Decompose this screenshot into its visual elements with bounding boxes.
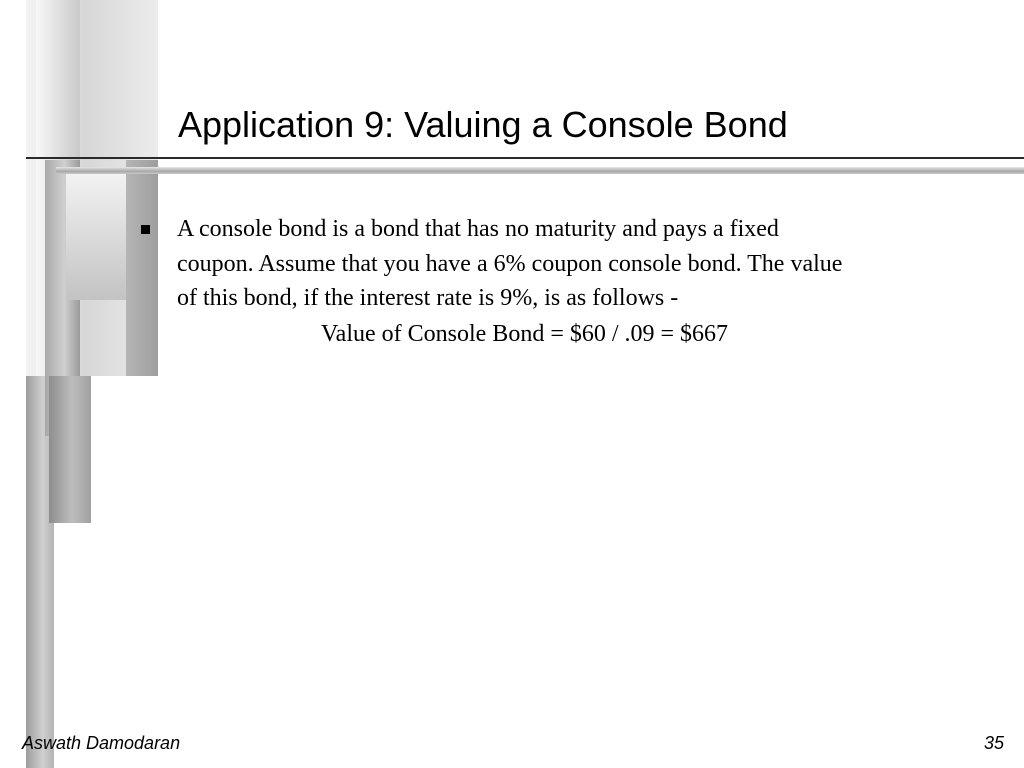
- bullet-line: A console bond is a bond that has no maturity and pays a fixed: [177, 216, 779, 242]
- bullet-line: coupon. Assume that you have a 6% coupon console bond. The value: [177, 250, 843, 277]
- decorative-bar: [49, 376, 91, 523]
- footer-author: Aswath Damodaran: [22, 733, 181, 753]
- decorative-bar: [126, 160, 158, 376]
- square-bullet-icon: [141, 225, 150, 234]
- decorative-bar: [66, 172, 126, 300]
- page-number: 35: [983, 733, 1004, 753]
- title-divider: [26, 157, 1024, 159]
- formula: Value of Console Bond = $60 / .09 = $667: [321, 321, 729, 347]
- bullet-line: of this bond, if the interest rate is 9%, is as follows -: [177, 285, 679, 311]
- title-divider-shadow: [56, 167, 1024, 174]
- slide-title: Application 9: Valuing a Console Bond: [178, 104, 788, 145]
- bullet-paragraph: [177, 212, 977, 316]
